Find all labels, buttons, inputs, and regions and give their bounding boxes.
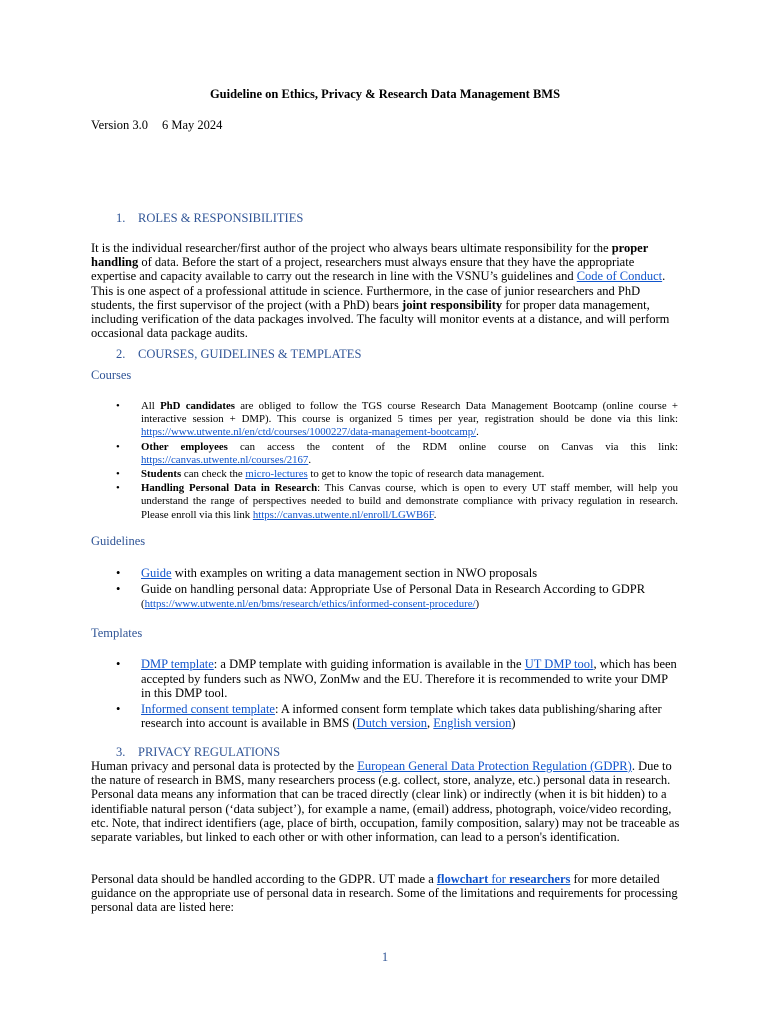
list-item xyxy=(116,441,678,467)
section-title: ROLES & RESPONSIBILITIES xyxy=(138,211,304,225)
courses-heading: Courses xyxy=(91,368,132,382)
text-run: It is the individual researcher/first author of the project who always bears ultimate responsibility for the xyxy=(91,241,612,255)
text-run: All xyxy=(141,400,161,412)
text-run: for proper data management, including verification of the data packages involved. The faculty will monitor events at a distance, and will perform occasional data package audits. xyxy=(91,297,670,341)
bold-text: proper handling xyxy=(91,241,649,270)
dmp-template-link[interactable]: DMP template xyxy=(141,657,214,671)
text-run: Personal data should be handled according to the GDPR. UT made a xyxy=(91,872,437,886)
list-item xyxy=(116,702,678,731)
privacy-paragraph-2 xyxy=(91,872,681,915)
list-item xyxy=(116,482,678,522)
text-run: can access the content of the RDM online course on Canvas via this link: xyxy=(227,440,678,453)
text-run: . xyxy=(476,426,479,439)
text-run: of data. Before the start of a project, researchers must always ensure that they have the appropriate expertise and capacity available to carry out the research in line with the VSNU’s guidelines and xyxy=(91,255,635,284)
version-label: Version 3.0 xyxy=(91,118,148,132)
section-heading-courses xyxy=(116,347,361,362)
text-run: Guide on handling personal data: Appropriate Use of Personal Data in Research According to GDPR xyxy=(141,581,646,596)
informed-consent-template-link[interactable]: Informed consent template xyxy=(141,701,275,716)
enroll-link[interactable]: https://canvas.utwente.nl/enroll/LGWB6F xyxy=(252,508,434,521)
gdpr-link[interactable]: European General Data Protection Regulation (GDPR) xyxy=(357,759,632,773)
text-run: for more detailed guidance on the appropriate use of personal data in research. Some of the limitations and requirements for processing personal data are listed here: xyxy=(91,872,678,915)
informed-consent-procedure-link[interactable]: https://www.utwente.nl/en/bms/research/ethics/informed-consent-procedure/ xyxy=(144,598,476,611)
courses-list xyxy=(116,400,678,522)
bootcamp-link[interactable]: https://www.utwente.nl/en/ctd/courses/1000227/data-management-bootcamp/ xyxy=(141,426,477,439)
flowchart-link[interactable] xyxy=(437,872,571,886)
templates-list xyxy=(116,657,678,731)
privacy-paragraph-1 xyxy=(91,759,681,844)
ut-dmp-tool-link[interactable]: UT DMP tool xyxy=(524,657,594,671)
text-run: to get to know the topic of research data management. xyxy=(307,468,545,481)
guidelines-list xyxy=(116,566,678,612)
text-run: , which has been accepted by funders such as NWO, ZonMw and the EU. Therefore it is recommended to write your DMP in this DMP tool. xyxy=(141,657,677,701)
section-heading-privacy xyxy=(116,745,280,760)
version-date: 6 May 2024 xyxy=(161,118,223,132)
templates-heading: Templates xyxy=(91,626,143,640)
page-number: 1 xyxy=(381,950,389,964)
bold-text: Handling Personal Data in Research xyxy=(141,482,318,495)
list-item xyxy=(116,657,678,701)
list-item xyxy=(116,400,678,440)
text-run: , xyxy=(427,716,434,731)
text-run: Human privacy and personal data is protected by the xyxy=(91,759,358,773)
bold-text: PhD candidates xyxy=(160,400,235,412)
bold-text: researchers xyxy=(509,872,571,886)
roles-paragraph xyxy=(91,241,681,340)
text-run: . xyxy=(308,453,312,466)
text-run: : a DMP template with guiding information is available in the xyxy=(213,657,525,671)
section-heading-roles xyxy=(116,211,303,226)
bold-text: joint responsibility xyxy=(402,297,503,312)
guidelines-heading: Guidelines xyxy=(91,534,146,548)
section-title: COURSES, GUIDELINES & TEMPLATES xyxy=(138,347,362,361)
text-run: . Due to the nature of research in BMS, many researchers process (e.g. collect, store, analyze, etc.) personal data in research. Personal data means any information that can be traced directly (clear link) or indirectly (when it is bit hidden) to a identifiable natural person (‘data subject’), for example a name, (email) address, photograph, voice/video recording, etc. Note, that indirect identifiers (age, place of birth, occupation, family composition, salary) may not be traceable as separate variables, but linked to each other or with other information, can lead to a person's identification. xyxy=(91,759,680,845)
dutch-version-link[interactable]: Dutch version xyxy=(356,716,428,731)
text-run: . xyxy=(433,508,437,521)
text-run: . This is one aspect of a professional attitude in science. Furthermore, in the case of junior researchers and PhD students, the first supervisor of the project (with a PhD) bears xyxy=(91,269,666,312)
list-item xyxy=(116,582,678,612)
micro-lectures-link[interactable]: micro-lectures xyxy=(245,468,308,481)
section-number: 3. xyxy=(116,745,126,759)
english-version-link[interactable]: English version xyxy=(433,716,512,731)
code-of-conduct-link[interactable]: Code of Conduct xyxy=(576,269,663,284)
canvas-course-link[interactable]: https://canvas.utwente.nl/courses/2167 xyxy=(141,453,309,466)
list-item xyxy=(116,468,678,481)
text-run: are obliged to follow the TGS course Research Data Management Bootcamp (online course + interactive session + DMP). This course is organized 5 times per year, registration should be done via this link: xyxy=(141,400,679,426)
text-run: : This Canvas course, which is open to every UT staff member, will help you understand the range of perspectives needed to build and demonstrate compliance with privacy regulation in research. Please enroll via this link xyxy=(141,482,678,521)
document-title: Guideline on Ethics, Privacy & Research Data Management BMS xyxy=(209,87,561,101)
bold-text: Students xyxy=(141,468,182,481)
bold-text: Other employees xyxy=(141,440,228,453)
bold-text: flowchart xyxy=(436,872,489,886)
guide-link[interactable]: Guide xyxy=(141,566,172,580)
section-title: PRIVACY REGULATIONS xyxy=(138,745,281,759)
version-line xyxy=(91,118,236,133)
section-number: 1. xyxy=(116,211,126,225)
list-item xyxy=(116,566,678,581)
text-run: : A informed consent form template which takes data publishing/sharing after research into account is available in BMS ( xyxy=(141,701,662,731)
text-run: for xyxy=(488,872,510,886)
text-run: ) xyxy=(511,716,516,731)
text-run: ) xyxy=(475,598,480,611)
text-run: can check the xyxy=(181,468,246,481)
text-run: with examples on writing a data management section in NWO proposals xyxy=(171,566,538,580)
section-number: 2. xyxy=(116,347,126,361)
text-run: ( xyxy=(141,598,145,611)
